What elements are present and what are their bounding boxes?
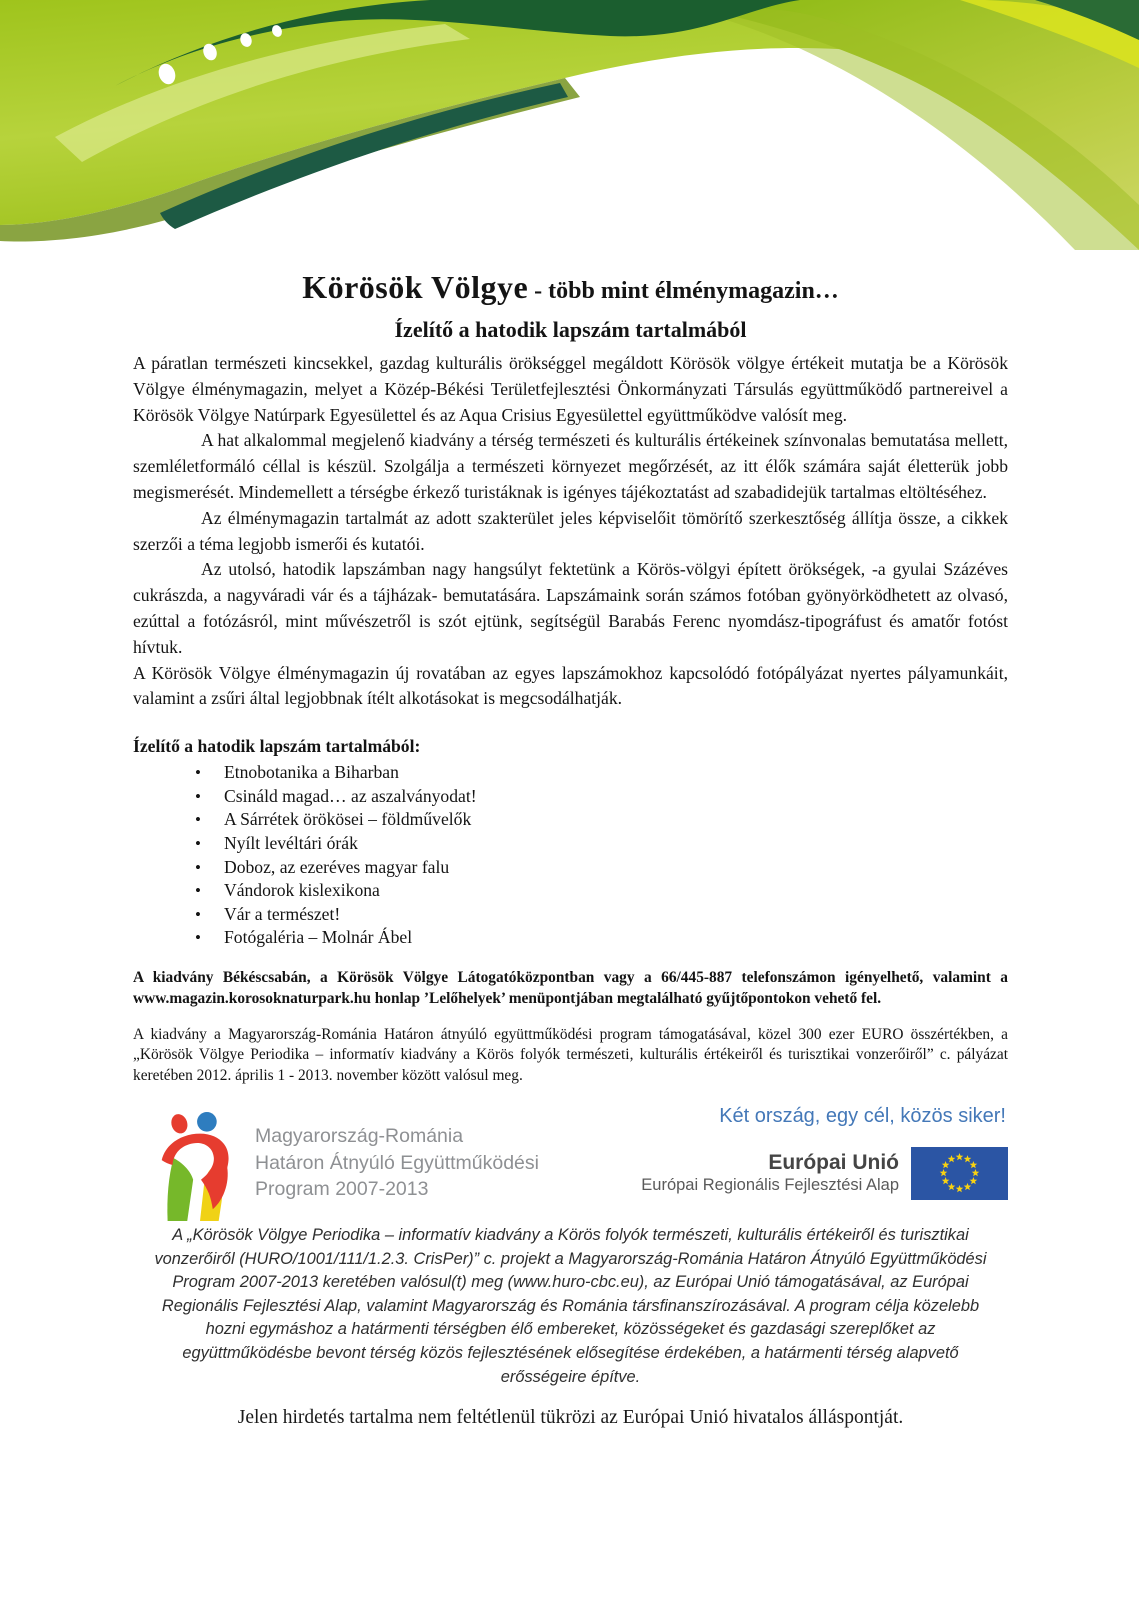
bullet-icon: • bbox=[195, 857, 201, 877]
toc-item bbox=[133, 856, 1008, 880]
huro-program-logo-icon bbox=[159, 1111, 243, 1221]
availability-note: A kiadvány Békéscsabán, a Körösök Völgye Látogatóközpontban vagy a 66/445-887 telefonszámon igényelhető, valamint a www.magazin.korosoknaturpark.hu honlap ’Lelőhelyek’ menüpontjában megtalálható gyűjtőpontokon vehető fel. bbox=[133, 968, 1008, 1008]
page-title-tagline: - több mint élménymagazin… bbox=[528, 278, 839, 304]
bullet-icon: • bbox=[195, 881, 201, 901]
header-swoosh-graphic bbox=[0, 0, 1139, 250]
bullet-icon: • bbox=[195, 786, 201, 806]
toc-item bbox=[133, 903, 1008, 927]
toc-item bbox=[133, 832, 1008, 856]
paragraph-intro: A páratlan természeti kincsekkel, gazdag kulturális örökséggel megáldott Körösök völgye értékeit mutatja be a Körösök Völgye élménymagazin, melyet a Közép-Békési Területfejlesztési Önkormányzati Társulás együttműködő partnereivel a Körösök Völgye Natúrpark Egyesülettel és az Aqua Crisius Egyesülettel együttműködve valósít meg. bbox=[133, 353, 1008, 425]
logos-row bbox=[133, 1101, 1008, 1216]
toc-list bbox=[133, 761, 1008, 950]
toc-item-label: Vár a természet! bbox=[224, 903, 341, 924]
project-description-note: A „Körösök Völgye Periodika – informatív kiadvány a Körös folyók természeti, kulturális értékeiről és turisztikai vonzerőiről (HURO/1001/111/1.2.3. CrisPer)” c. projekt a Magyarország-Románia Határon Átnyúló Együttműködési Program 2007-2013 keretében valósul(t) meg (www.huro-cbc.eu), az Európai Unió támogatásával, az Európai Regionális Fejlesztési Alap, valamint Magyarország és Románia társfinanszírozásával. A program célja közelebb hozni egymáshoz a határmenti térségben élő embereket, közösségeket és gazdasági szereplőket az együttműködésbe bevont térség közös fejlesztésének elősegítése érdekében, a határmenti térség alapvető erősségeire építve. bbox=[154, 1226, 987, 1386]
toc-item-label: Vándorok kislexikona bbox=[224, 880, 380, 901]
bullet-icon: • bbox=[195, 810, 201, 830]
eu-flag-icon bbox=[911, 1147, 1008, 1200]
page-title-main: Körösök Völgye bbox=[302, 269, 529, 305]
toc-item bbox=[133, 785, 1008, 809]
bullet-icon: • bbox=[195, 763, 201, 783]
toc-item-label: A Sárrétek örökösei – földművelők bbox=[224, 809, 472, 830]
page-subtitle: Ízelítő a hatodik lapszám tartalmából bbox=[394, 317, 747, 342]
page-title bbox=[133, 266, 1008, 315]
toc-item-label: Etnobotanika a Biharban bbox=[224, 762, 399, 783]
toc-item-label: Doboz, az ezeréves magyar falu bbox=[224, 856, 450, 877]
program-slogan: Két ország, egy cél, közös siker! bbox=[719, 1105, 1006, 1128]
toc-item-label: Nyílt levéltári órák bbox=[224, 832, 358, 853]
funding-note: A kiadvány a Magyarország-Románia Határon átnyúló együttműködési program támogatásával, közel 300 ezer EURO összértékben, a „Körösök Völgye Periodika – informatív kiadvány a Körös folyók természeti, kulturális értékeiről és turisztikai vonzerőiről” c. pályázat keretében 2012. április 1 - 2013. november között valósul meg. bbox=[133, 1026, 1008, 1084]
bullet-icon: • bbox=[195, 833, 201, 853]
body-text bbox=[133, 351, 1008, 712]
paragraph-last-issue: Az utolsó, hatodik lapszámban nagy hangsúlyt fektetünk a Körös-völgyi épített örökségek, -a gyulai Százéves cukrászda, a nagyváradi vár és a tájházak- bemutatására. Lapszámaink során számos fotóban gyönyörködhetett az olvasó, ezúttal a fotózásról, mint művészetről is szót ejtünk, segítségül Barabás Ferenc nyomdász-tipográfust és amatőr fotóst hívtuk. bbox=[133, 559, 1008, 657]
huro-program-line3: Program 2007-2013 bbox=[255, 1178, 429, 1201]
huro-program-label bbox=[255, 1123, 539, 1203]
toc-item bbox=[133, 761, 1008, 785]
toc-item-label: Csináld magad… az aszalványodat! bbox=[224, 785, 477, 806]
toc-item bbox=[133, 879, 1008, 903]
toc-heading: Ízelítő a hatodik lapszám tartalmából: bbox=[133, 736, 421, 757]
bullet-icon: • bbox=[195, 928, 201, 948]
huro-program-line2: Határon Átnyúló Együttműködési bbox=[255, 1151, 539, 1174]
toc-item bbox=[133, 926, 1008, 950]
huro-program-line1: Magyarország-Románia bbox=[255, 1125, 464, 1148]
eu-funding-block bbox=[641, 1147, 1008, 1200]
bullet-icon: • bbox=[195, 904, 201, 924]
paragraph-photo-contest: A Körösök Völgye élménymagazin új rovatában az egyes lapszámokhoz kapcsolódó fotópályázat nyertes pályamunkáit, valamint a zsűri által legjobbnak ítélt alkotásokat is megcsodálhatják. bbox=[133, 662, 1008, 709]
eu-title: Európai Unió bbox=[768, 1151, 899, 1175]
eu-disclaimer: Jelen hirdetés tartalma nem feltétlenül tükrözi az Európai Unió hivatalos álláspontját. bbox=[237, 1407, 904, 1429]
paragraph-editors: Az élménymagazin tartalmát az adott szakterület jeles képviselőit tömörítő szerkesztőség állítja össze, a cikkek szerzői a téma legjobb ismerői és kutatói. bbox=[133, 507, 1008, 554]
paragraph-publication: A hat alkalommal megjelenő kiadvány a térség természeti és kulturális értékeinek színvonalas bemutatása mellett, szemléletformáló céllal is készül. Szolgálja a természeti környezet megőrzését, az itt élők számára saját életterük jobb megismerését. Mindemellett a térségbe érkező turistáknak is igényes tájékoztatást ad szabadidejük tartalmas eltöltéséhez. bbox=[133, 430, 1008, 502]
toc-item bbox=[133, 808, 1008, 832]
toc-item-label: Fotógaléria – Molnár Ábel bbox=[224, 927, 413, 948]
eu-subtitle: Európai Regionális Fejlesztési Alap bbox=[641, 1176, 899, 1195]
